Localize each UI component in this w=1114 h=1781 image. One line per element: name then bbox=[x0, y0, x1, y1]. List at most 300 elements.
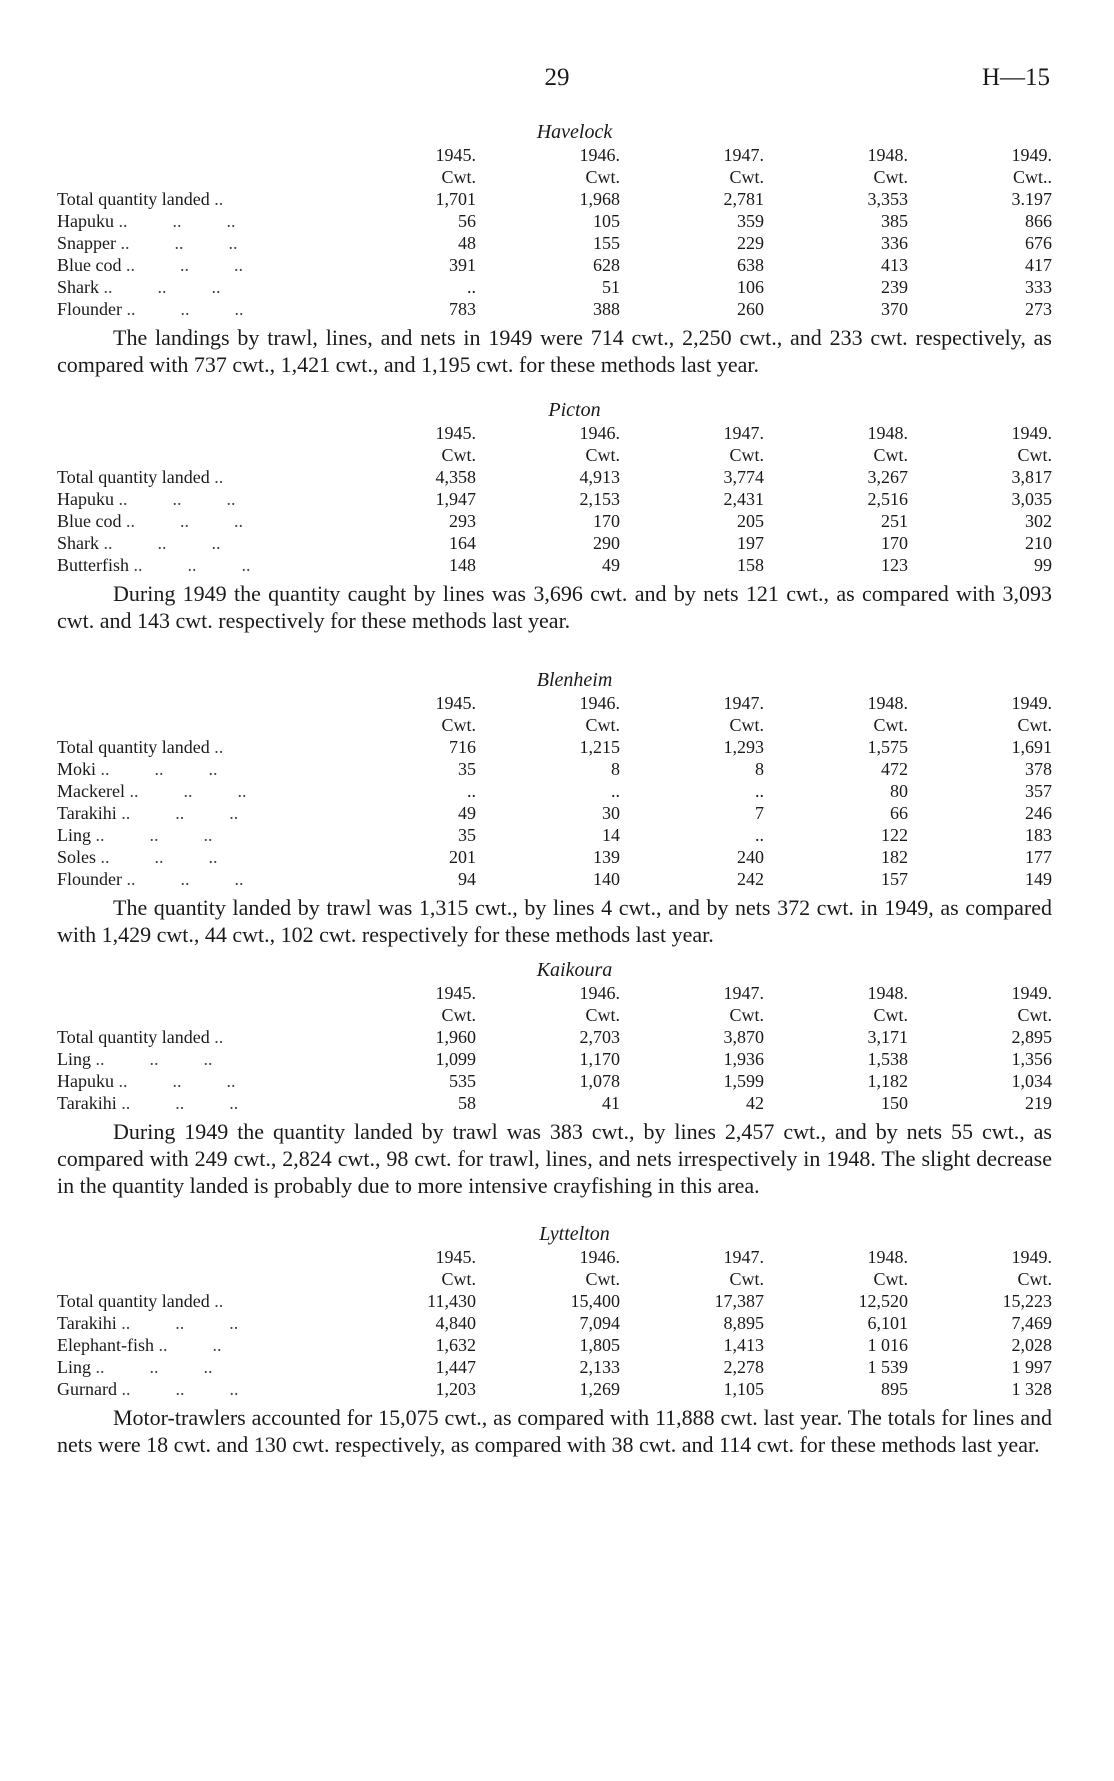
leader-dots: .. bbox=[214, 1291, 224, 1311]
row-label: Hapuku bbox=[57, 1071, 114, 1091]
value-cell: 1,632 bbox=[435, 1335, 476, 1355]
page-number: 29 bbox=[544, 64, 570, 91]
value-cell: 1,538 bbox=[867, 1049, 908, 1069]
value-cell: .. bbox=[755, 781, 764, 801]
unit-header: Cwt. bbox=[585, 1269, 620, 1289]
leader-dots: .. .. .. bbox=[121, 1313, 239, 1333]
value-cell: 149 bbox=[1025, 869, 1052, 889]
value-cell: 201 bbox=[449, 847, 476, 867]
unit-header: Cwt. bbox=[585, 715, 620, 735]
header-spacer bbox=[57, 444, 332, 466]
unit-header: Cwt. bbox=[441, 1269, 476, 1289]
value-cell: 1,182 bbox=[867, 1071, 908, 1091]
header-spacer bbox=[57, 692, 332, 714]
value-cell: 49 bbox=[458, 803, 476, 823]
row-label-cell bbox=[57, 532, 332, 554]
unit-header: Cwt. bbox=[585, 445, 620, 465]
row-label: Gurnard bbox=[57, 1379, 117, 1399]
year-header: 1945. bbox=[435, 1247, 476, 1267]
leader-dots: .. .. .. bbox=[118, 1071, 236, 1091]
row-label: Total quantity landed bbox=[57, 467, 210, 487]
value-cell: 30 bbox=[602, 803, 620, 823]
year-header: 1945. bbox=[435, 423, 476, 443]
value-cell: 123 bbox=[881, 555, 908, 575]
table-row bbox=[57, 758, 1052, 780]
unit-header: Cwt. bbox=[585, 1005, 620, 1025]
unit-header: Cwt. bbox=[873, 715, 908, 735]
value-cell: 4,913 bbox=[579, 467, 620, 487]
header-spacer bbox=[57, 166, 332, 188]
section-picton bbox=[57, 398, 1052, 634]
value-cell: 628 bbox=[593, 255, 620, 275]
leader-dots: .. .. .. bbox=[121, 803, 239, 823]
row-label-cell bbox=[57, 758, 332, 780]
year-header-row bbox=[57, 692, 1052, 714]
value-cell: 3,267 bbox=[867, 467, 908, 487]
section-title: Blenheim bbox=[536, 669, 613, 691]
value-cell: 2,895 bbox=[1011, 1027, 1052, 1047]
value-cell: 293 bbox=[449, 511, 476, 531]
row-label: Mackerel bbox=[57, 781, 125, 801]
leader-dots: .. .. .. bbox=[133, 555, 251, 575]
value-cell: 388 bbox=[593, 299, 620, 319]
section-note: The landings by trawl, lines, and nets in 1949 were 714 cwt., 2,250 cwt., and 233 cwt. respectively, as compared with 737 cwt., 1,421 cwt., and 1,195 cwt. for these methods last year. bbox=[57, 325, 1052, 377]
year-header: 1949. bbox=[1011, 423, 1052, 443]
value-cell: 1 016 bbox=[867, 1335, 908, 1355]
value-cell: 11,430 bbox=[427, 1291, 476, 1311]
row-label: Total quantity landed bbox=[57, 737, 210, 757]
value-cell: 66 bbox=[890, 803, 908, 823]
value-cell: 1,078 bbox=[579, 1071, 620, 1091]
year-header-row bbox=[57, 982, 1052, 1004]
section-lyttelton bbox=[57, 1222, 1052, 1458]
value-cell: 716 bbox=[449, 737, 476, 757]
value-cell: .. bbox=[467, 277, 476, 297]
unit-header-row bbox=[57, 714, 1052, 736]
unit-header: Cwt. bbox=[441, 445, 476, 465]
value-cell: 2,516 bbox=[867, 489, 908, 509]
row-label: Butterfish bbox=[57, 555, 129, 575]
unit-header: Cwt. bbox=[729, 445, 764, 465]
value-cell: 290 bbox=[593, 533, 620, 553]
value-cell: 170 bbox=[881, 533, 908, 553]
value-cell: 139 bbox=[593, 847, 620, 867]
landings-table bbox=[57, 692, 1052, 890]
row-label-cell bbox=[57, 868, 332, 890]
header-spacer bbox=[57, 1004, 332, 1026]
row-label: Tarakihi bbox=[57, 1093, 117, 1113]
row-label-cell bbox=[57, 1092, 332, 1114]
row-label: Total quantity landed bbox=[57, 1027, 210, 1047]
leader-dots: .. .. .. bbox=[103, 533, 221, 553]
unit-header: Cwt. bbox=[873, 445, 908, 465]
section-kaikoura bbox=[57, 958, 1052, 1199]
value-cell: 866 bbox=[1025, 211, 1052, 231]
value-cell: 3,817 bbox=[1011, 467, 1052, 487]
unit-header: Cwt. bbox=[1017, 1269, 1052, 1289]
year-header-row bbox=[57, 422, 1052, 444]
value-cell: 122 bbox=[881, 825, 908, 845]
year-header: 1949. bbox=[1011, 693, 1052, 713]
value-cell: 246 bbox=[1025, 803, 1052, 823]
year-header: 1948. bbox=[867, 983, 908, 1003]
value-cell: 6,101 bbox=[867, 1313, 908, 1333]
value-cell: 170 bbox=[593, 511, 620, 531]
section-note: The quantity landed by trawl was 1,315 cwt., by lines 4 cwt., and by nets 372 cwt. in 1949, as compared with 1,429 cwt., 44 cwt., 102 cwt. respectively for these methods last year. bbox=[57, 895, 1052, 947]
value-cell: 14 bbox=[602, 825, 620, 845]
value-cell: 1 328 bbox=[1011, 1379, 1052, 1399]
value-cell: 370 bbox=[881, 299, 908, 319]
value-cell: 391 bbox=[449, 255, 476, 275]
value-cell: 8 bbox=[755, 759, 764, 779]
year-header: 1948. bbox=[867, 693, 908, 713]
value-cell: 12,520 bbox=[858, 1291, 908, 1311]
leader-dots: .. .. .. bbox=[100, 759, 218, 779]
value-cell: 58 bbox=[458, 1093, 476, 1113]
landings-table bbox=[57, 422, 1052, 576]
value-cell: 260 bbox=[737, 299, 764, 319]
value-cell: 535 bbox=[449, 1071, 476, 1091]
leader-dots: .. .. .. bbox=[126, 869, 244, 889]
value-cell: 1,960 bbox=[435, 1027, 476, 1047]
unit-header: Cwt. bbox=[441, 715, 476, 735]
value-cell: 2,278 bbox=[723, 1357, 764, 1377]
section-note: During 1949 the quantity landed by trawl was 383 cwt., by lines 2,457 cwt., and by nets 55 cwt., as compared with 249 cwt., 2,824 cwt., 98 cwt. for trawl, lines, and nets irrespectively in 1948. The slight decrease in the quantity landed is probably due to more intensive crayfishing in this area. bbox=[57, 1119, 1052, 1198]
row-label-cell bbox=[57, 1356, 332, 1378]
year-header: 1947. bbox=[723, 145, 764, 165]
value-cell: 219 bbox=[1025, 1093, 1052, 1113]
year-header: 1947. bbox=[723, 983, 764, 1003]
unit-header-row bbox=[57, 444, 1052, 466]
value-cell: 378 bbox=[1025, 759, 1052, 779]
row-label-cell bbox=[57, 1048, 332, 1070]
year-header: 1948. bbox=[867, 423, 908, 443]
row-label-cell bbox=[57, 1378, 332, 1400]
unit-header-row bbox=[57, 166, 1052, 188]
year-header: 1947. bbox=[723, 423, 764, 443]
unit-header-row bbox=[57, 1268, 1052, 1290]
value-cell: 1,099 bbox=[435, 1049, 476, 1069]
year-header: 1946. bbox=[579, 145, 620, 165]
value-cell: 4,840 bbox=[435, 1313, 476, 1333]
table-row bbox=[57, 1312, 1052, 1334]
value-cell: 15,400 bbox=[570, 1291, 620, 1311]
header-spacer bbox=[57, 1268, 332, 1290]
value-cell: 676 bbox=[1025, 233, 1052, 253]
value-cell: 158 bbox=[737, 555, 764, 575]
value-cell: 3,774 bbox=[723, 467, 764, 487]
row-label-cell bbox=[57, 488, 332, 510]
section-title: Havelock bbox=[536, 121, 613, 143]
table-row bbox=[57, 1070, 1052, 1092]
value-cell: 182 bbox=[881, 847, 908, 867]
row-label-cell bbox=[57, 780, 332, 802]
row-label-cell bbox=[57, 1026, 332, 1048]
year-header: 1949. bbox=[1011, 145, 1052, 165]
section-blenheim bbox=[57, 668, 1052, 948]
row-label-cell bbox=[57, 510, 332, 532]
value-cell: 155 bbox=[593, 233, 620, 253]
leader-dots: .. .. .. bbox=[95, 1049, 213, 1069]
table-row bbox=[57, 466, 1052, 488]
header-spacer bbox=[57, 422, 332, 444]
unit-header: Cwt. bbox=[873, 1005, 908, 1025]
landings-table bbox=[57, 1246, 1052, 1400]
unit-header: Cwt. bbox=[1017, 715, 1052, 735]
value-cell: 94 bbox=[458, 869, 476, 889]
row-label: Tarakihi bbox=[57, 803, 117, 823]
value-cell: 3,171 bbox=[867, 1027, 908, 1047]
unit-header: Cwt. bbox=[729, 1269, 764, 1289]
year-header: 1946. bbox=[579, 423, 620, 443]
value-cell: 1,447 bbox=[435, 1357, 476, 1377]
value-cell: 183 bbox=[1025, 825, 1052, 845]
value-cell: 148 bbox=[449, 555, 476, 575]
row-label-cell bbox=[57, 802, 332, 824]
unit-header: Cwt. bbox=[441, 167, 476, 187]
leader-dots: .. bbox=[214, 189, 224, 209]
table-row bbox=[57, 846, 1052, 868]
year-header: 1949. bbox=[1011, 1247, 1052, 1267]
value-cell: 783 bbox=[449, 299, 476, 319]
table-row bbox=[57, 276, 1052, 298]
leader-dots: .. bbox=[214, 737, 224, 757]
row-label-cell bbox=[57, 254, 332, 276]
value-cell: 1,105 bbox=[723, 1379, 764, 1399]
value-cell: 359 bbox=[737, 211, 764, 231]
section-title: Kaikoura bbox=[536, 959, 613, 981]
value-cell: 1,936 bbox=[723, 1049, 764, 1069]
row-label-cell bbox=[57, 466, 332, 488]
table-row bbox=[57, 1048, 1052, 1070]
value-cell: 210 bbox=[1025, 533, 1052, 553]
value-cell: 157 bbox=[881, 869, 908, 889]
value-cell: 240 bbox=[737, 847, 764, 867]
year-header: 1949. bbox=[1011, 983, 1052, 1003]
value-cell: 3,353 bbox=[867, 189, 908, 209]
value-cell: 150 bbox=[881, 1093, 908, 1113]
table-row bbox=[57, 210, 1052, 232]
value-cell: 7,094 bbox=[579, 1313, 620, 1333]
value-cell: 229 bbox=[737, 233, 764, 253]
row-label: Shark bbox=[57, 277, 99, 297]
value-cell: .. bbox=[611, 781, 620, 801]
year-header: 1945. bbox=[435, 983, 476, 1003]
value-cell: 35 bbox=[458, 759, 476, 779]
row-label: Ling bbox=[57, 1357, 91, 1377]
leader-dots: .. .. .. bbox=[120, 233, 238, 253]
table-row bbox=[57, 488, 1052, 510]
value-cell: 1,701 bbox=[435, 189, 476, 209]
value-cell: 1 997 bbox=[1011, 1357, 1052, 1377]
row-label-cell bbox=[57, 188, 332, 210]
year-header: 1946. bbox=[579, 693, 620, 713]
value-cell: 1,947 bbox=[435, 489, 476, 509]
row-label: Blue cod bbox=[57, 511, 122, 531]
table-row bbox=[57, 554, 1052, 576]
row-label-cell bbox=[57, 1334, 332, 1356]
unit-header: Cwt. bbox=[585, 167, 620, 187]
year-header: 1945. bbox=[435, 693, 476, 713]
table-row bbox=[57, 1334, 1052, 1356]
table-row bbox=[57, 232, 1052, 254]
unit-header: Cwt. bbox=[441, 1005, 476, 1025]
unit-header: Cwt. bbox=[1017, 445, 1052, 465]
row-label-cell bbox=[57, 276, 332, 298]
table-row bbox=[57, 188, 1052, 210]
value-cell: 48 bbox=[458, 233, 476, 253]
table-row bbox=[57, 736, 1052, 758]
row-label: Flounder bbox=[57, 299, 122, 319]
value-cell: 8 bbox=[611, 759, 620, 779]
unit-header-row bbox=[57, 1004, 1052, 1026]
value-cell: 15,223 bbox=[1002, 1291, 1052, 1311]
row-label-cell bbox=[57, 232, 332, 254]
section-note: During 1949 the quantity caught by lines was 3,696 cwt. and by nets 121 cwt., as compared with 3,093 cwt. and 143 cwt. respectively for these methods last year. bbox=[57, 581, 1052, 633]
leader-dots: .. .. .. bbox=[118, 211, 236, 231]
value-cell: 3,870 bbox=[723, 1027, 764, 1047]
value-cell: 35 bbox=[458, 825, 476, 845]
value-cell: 2,781 bbox=[723, 189, 764, 209]
value-cell: 638 bbox=[737, 255, 764, 275]
value-cell: 2,703 bbox=[579, 1027, 620, 1047]
row-label: Ling bbox=[57, 1049, 91, 1069]
leader-dots: .. .. .. bbox=[121, 1093, 239, 1113]
row-label-cell bbox=[57, 824, 332, 846]
row-label-cell bbox=[57, 1290, 332, 1312]
row-label: Moki bbox=[57, 759, 97, 779]
value-cell: 80 bbox=[890, 781, 908, 801]
value-cell: 333 bbox=[1025, 277, 1052, 297]
document-reference: H—15 bbox=[981, 64, 1050, 91]
value-cell: 1,575 bbox=[867, 737, 908, 757]
unit-header: Cwt. bbox=[873, 167, 908, 187]
unit-header: Cwt.. bbox=[1012, 167, 1052, 187]
value-cell: 17,387 bbox=[714, 1291, 764, 1311]
value-cell: 895 bbox=[881, 1379, 908, 1399]
value-cell: 164 bbox=[449, 533, 476, 553]
value-cell: 1,805 bbox=[579, 1335, 620, 1355]
value-cell: 8,895 bbox=[723, 1313, 764, 1333]
value-cell: 177 bbox=[1025, 847, 1052, 867]
year-header: 1946. bbox=[579, 1247, 620, 1267]
leader-dots: .. .. bbox=[158, 1335, 222, 1355]
value-cell: 205 bbox=[737, 511, 764, 531]
value-cell: 472 bbox=[881, 759, 908, 779]
value-cell: 51 bbox=[602, 277, 620, 297]
header-spacer bbox=[57, 144, 332, 166]
value-cell: 3,035 bbox=[1011, 489, 1052, 509]
value-cell: 1,269 bbox=[579, 1379, 620, 1399]
year-header: 1947. bbox=[723, 693, 764, 713]
value-cell: 7 bbox=[755, 803, 764, 823]
leader-dots: .. .. .. bbox=[95, 825, 213, 845]
row-label-cell bbox=[57, 846, 332, 868]
table-row bbox=[57, 254, 1052, 276]
row-label: Hapuku bbox=[57, 211, 114, 231]
table-row bbox=[57, 868, 1052, 890]
value-cell: 56 bbox=[458, 211, 476, 231]
value-cell: 1,356 bbox=[1011, 1049, 1052, 1069]
header-spacer bbox=[57, 1246, 332, 1268]
value-cell: .. bbox=[755, 825, 764, 845]
value-cell: 7,469 bbox=[1011, 1313, 1052, 1333]
value-cell: 1,293 bbox=[723, 737, 764, 757]
year-header-row bbox=[57, 144, 1052, 166]
row-label: Shark bbox=[57, 533, 99, 553]
value-cell: 273 bbox=[1025, 299, 1052, 319]
table-row bbox=[57, 510, 1052, 532]
table-row bbox=[57, 1356, 1052, 1378]
value-cell: 1 539 bbox=[867, 1357, 908, 1377]
row-label: Flounder bbox=[57, 869, 122, 889]
value-cell: 2,133 bbox=[579, 1357, 620, 1377]
year-header: 1946. bbox=[579, 983, 620, 1003]
row-label: Elephant-fish bbox=[57, 1335, 154, 1355]
table-row bbox=[57, 1378, 1052, 1400]
unit-header: Cwt. bbox=[729, 167, 764, 187]
value-cell: 2,431 bbox=[723, 489, 764, 509]
year-header: 1948. bbox=[867, 145, 908, 165]
value-cell: 1,691 bbox=[1011, 737, 1052, 757]
value-cell: 49 bbox=[602, 555, 620, 575]
row-label: Snapper bbox=[57, 233, 116, 253]
unit-header: Cwt. bbox=[729, 1005, 764, 1025]
leader-dots: .. .. .. bbox=[129, 781, 247, 801]
value-cell: 197 bbox=[737, 533, 764, 553]
value-cell: 251 bbox=[881, 511, 908, 531]
value-cell: 1,215 bbox=[579, 737, 620, 757]
value-cell: 336 bbox=[881, 233, 908, 253]
unit-header: Cwt. bbox=[873, 1269, 908, 1289]
value-cell: 1,170 bbox=[579, 1049, 620, 1069]
header-spacer bbox=[57, 982, 332, 1004]
table-row bbox=[57, 802, 1052, 824]
leader-dots: .. bbox=[214, 467, 224, 487]
table-row bbox=[57, 1092, 1052, 1114]
value-cell: 99 bbox=[1034, 555, 1052, 575]
table-row bbox=[57, 298, 1052, 320]
value-cell: 42 bbox=[746, 1093, 764, 1113]
value-cell: 357 bbox=[1025, 781, 1052, 801]
table-row bbox=[57, 824, 1052, 846]
year-header: 1947. bbox=[723, 1247, 764, 1267]
row-label: Total quantity landed bbox=[57, 189, 210, 209]
landings-table bbox=[57, 144, 1052, 320]
value-cell: 385 bbox=[881, 211, 908, 231]
value-cell: 1,599 bbox=[723, 1071, 764, 1091]
section-title: Picton bbox=[548, 399, 601, 421]
unit-header: Cwt. bbox=[1017, 1005, 1052, 1025]
value-cell: 1,968 bbox=[579, 189, 620, 209]
row-label-cell bbox=[57, 736, 332, 758]
landings-table bbox=[57, 982, 1052, 1114]
table-row bbox=[57, 1026, 1052, 1048]
leader-dots: .. .. .. bbox=[121, 1379, 239, 1399]
value-cell: 242 bbox=[737, 869, 764, 889]
row-label-cell bbox=[57, 1312, 332, 1334]
value-cell: 140 bbox=[593, 869, 620, 889]
section-note: Motor-trawlers accounted for 15,075 cwt., as compared with 11,888 cwt. last year. The totals for lines and nets were 18 cwt. and 130 cwt. respectively, as compared with 38 cwt. and 114 cwt. for these methods last year. bbox=[57, 1405, 1052, 1457]
header-spacer bbox=[57, 714, 332, 736]
leader-dots: .. .. .. bbox=[126, 299, 244, 319]
leader-dots: .. .. .. bbox=[103, 277, 221, 297]
row-label: Total quantity landed bbox=[57, 1291, 210, 1311]
row-label-cell bbox=[57, 1070, 332, 1092]
year-header: 1945. bbox=[435, 145, 476, 165]
row-label: Tarakihi bbox=[57, 1313, 117, 1333]
row-label: Blue cod bbox=[57, 255, 122, 275]
